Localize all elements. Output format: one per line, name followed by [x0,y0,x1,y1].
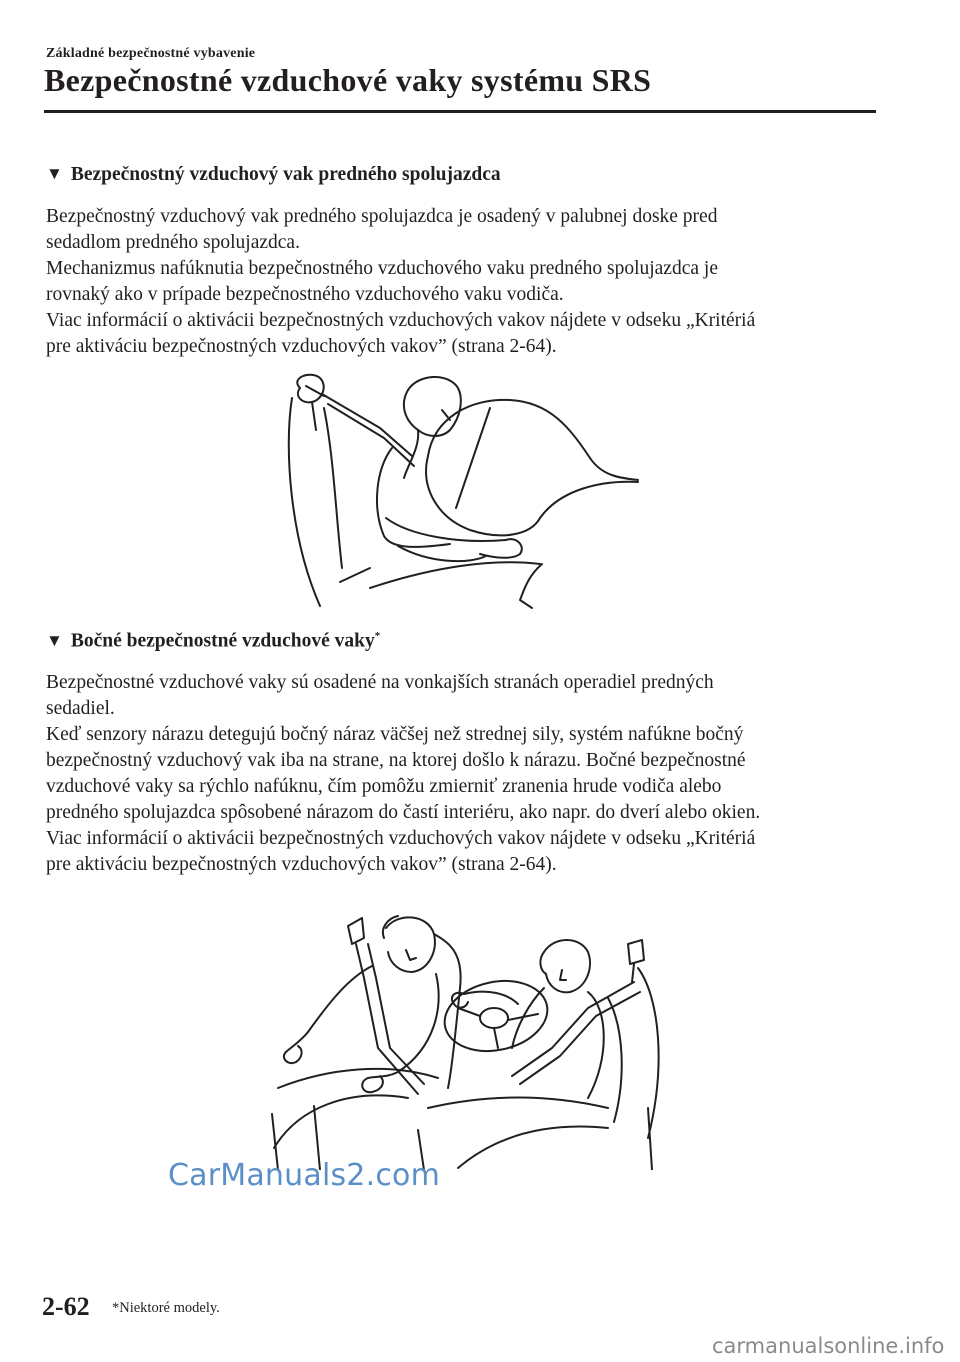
triangle-marker-icon: ▼ [46,164,63,183]
optional-equipment-asterisk: * [374,630,381,642]
section-heading-side-airbags [46,630,380,653]
paragraph-line: sedadlom predného spolujazdca. [46,232,300,253]
paragraph-line: Bezpečnostný vzduchový vak predného spolujazdca je osadený v palubnej doske pred [46,206,718,227]
side-airbags-illustration [268,908,668,1170]
paragraph-line: rovnaký ako v prípade bezpečnostného vzduchového vaku vodiča. [46,284,564,305]
page-number: 2-62 [42,1292,90,1321]
watermark-logo: CarManuals2.com [168,1158,441,1193]
paragraph-line: pre aktiváciu bezpečnostných vzduchových vakov” (strana 2-64). [46,336,557,357]
section-paragraph-passenger-airbag [46,204,876,360]
footer-site-link[interactable]: carmanualsonline.info [712,1334,945,1358]
footnote: *Niektoré modely. [112,1300,220,1316]
section-heading-passenger-airbag [46,164,501,186]
paragraph-line: sedadiel. [46,698,115,719]
paragraph-line: pre aktiváciu bezpečnostných vzduchových vakov” (strana 2-64). [46,854,557,875]
section-heading-text: Bočné bezpečnostné vzduchové vaky [70,630,375,652]
breadcrumb: Základné bezpečnostné vybavenie [46,46,256,61]
paragraph-line: predného spolujazdca spôsobené nárazom do častí interiéru, ako napr. do dverí alebo okien. [46,802,761,823]
page-title: Bezpečnostné vzduchové vaky systému SRS [44,62,652,98]
passenger-airbag-illustration [280,368,640,610]
paragraph-line: Mechanizmus nafúknutia bezpečnostného vzduchového vaku predného spolujazdca je [46,258,718,279]
paragraph-line: Bezpečnostné vzduchové vaky sú osadené na vonkajších stranách operadiel predných [46,672,714,693]
section-paragraph-side-airbags [46,670,876,878]
paragraph-line: Keď senzory nárazu detegujú bočný náraz väčšej než strednej sily, systém nafúkne bočný [46,724,744,745]
paragraph-line: Viac informácií o aktivácii bezpečnostných vzduchových vakov nájdete v odseku „Kritériá [46,828,756,849]
section-heading-text: Bezpečnostný vzduchový vak predného spolujazdca [70,164,501,185]
paragraph-line: Viac informácií o aktivácii bezpečnostných vzduchových vakov nájdete v odseku „Kritériá [46,310,756,331]
paragraph-line: bezpečnostný vzduchový vak iba na strane, na ktorej došlo k nárazu. Bočné bezpečnostné [46,750,746,771]
title-divider [44,110,876,113]
triangle-marker-icon: ▼ [46,630,63,650]
paragraph-line: vzduchové vaky sa rýchlo nafúknu, čím pomôžu zmierniť zranenia hrude vodiča alebo [46,776,722,797]
